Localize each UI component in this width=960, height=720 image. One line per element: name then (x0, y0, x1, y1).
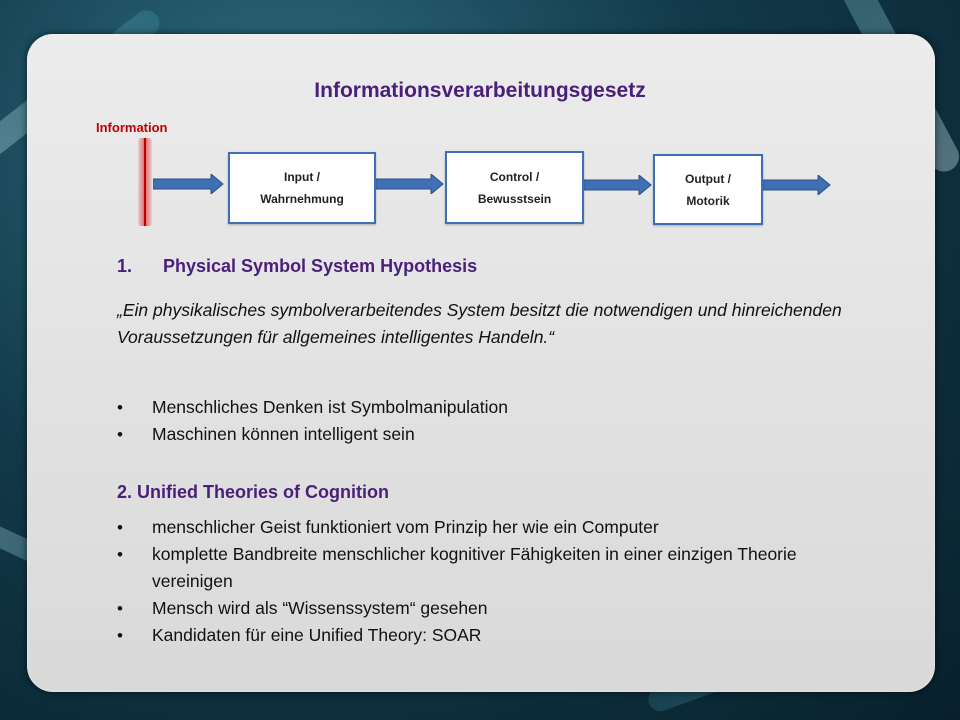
section1-heading (117, 256, 477, 277)
hypothesis-quote: „Ein physikalisches symbolverarbeitendes System besitzt die notwendigen und hinreichenden Voraussetzungen für allgemeines intelligentes Handeln.“ (117, 300, 842, 347)
output-box-line1: Output / (685, 171, 731, 186)
input-box-line1: Input / (284, 170, 320, 184)
output-box-line2: Motorik (686, 193, 730, 208)
arrow-to-control (373, 174, 445, 194)
list-item: • Mensch wird als “Wissenssystem“ gesehen (117, 595, 837, 622)
section2-heading: 2. Unified Theories of Cognition (117, 482, 389, 502)
section1-bullet-list (117, 394, 837, 448)
list-item: • Maschinen können intelligent sein (117, 421, 837, 448)
section1-number: 1. (117, 256, 133, 276)
control-box-line1: Control / (489, 169, 540, 184)
control-box (445, 151, 584, 224)
arrow-to-input (153, 174, 225, 194)
control-box-line2: Bewusstsein (477, 191, 552, 206)
list-item: • menschlicher Geist funktioniert vom Prinzip her wie ein Computer (117, 514, 837, 541)
arrow-to-output (581, 175, 653, 195)
input-box-line2: Wahrnehmung (260, 192, 344, 206)
section2-bullet-list (117, 514, 837, 649)
output-box (653, 154, 763, 225)
information-line (144, 138, 146, 226)
list-item: • komplette Bandbreite menschlicher kognitiver Fähigkeiten in einer einzigen Theorie vereinigen (117, 541, 837, 595)
arrow-out (760, 175, 832, 195)
section1-heading-text: Physical Symbol System Hypothesis (163, 256, 478, 276)
input-box (228, 152, 376, 224)
information-label: Information (96, 120, 168, 135)
list-item: • Menschliches Denken ist Symbolmanipulation (117, 394, 837, 421)
list-item: • Kandidaten für eine Unified Theory: SOAR (117, 622, 837, 649)
slide-title: Informationsverarbeitungsgesetz (314, 79, 646, 102)
